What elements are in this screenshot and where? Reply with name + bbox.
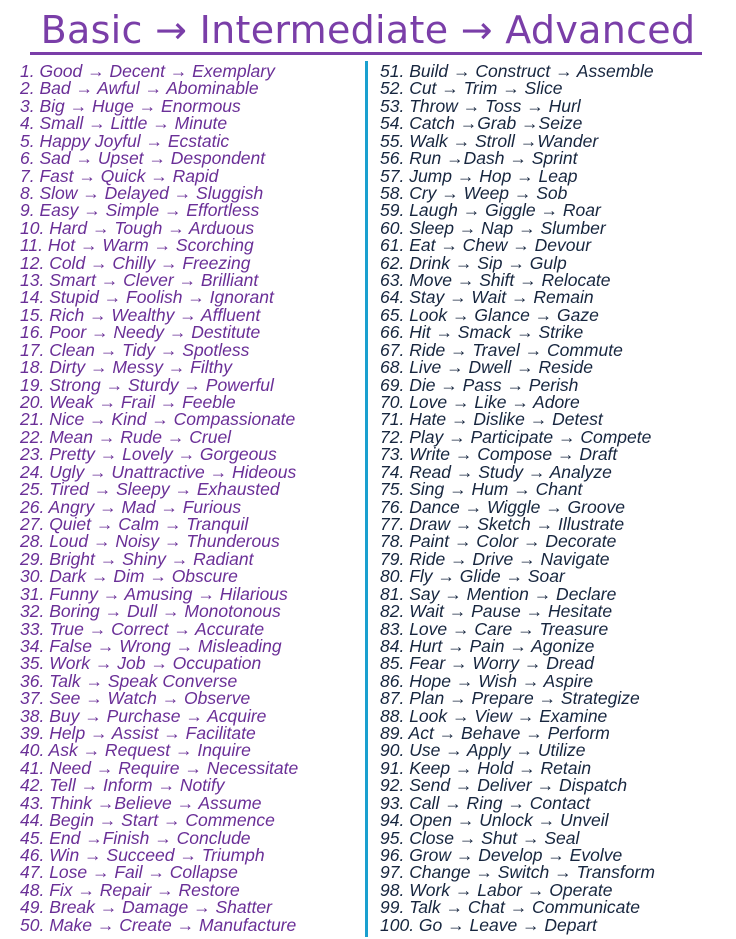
- list-item: 91. Keep → Hold → Retain: [380, 757, 592, 778]
- list-item: 57. Jump → Hop → Leap: [380, 165, 578, 186]
- list-item: 19. Strong → Sturdy → Powerful: [20, 374, 274, 395]
- list-item: 28. Loud → Noisy → Thunderous: [20, 531, 280, 552]
- list-item: 25. Tired → Sleepy → Exhausted: [20, 479, 280, 500]
- list-item: 83. Love → Care → Treasure: [380, 618, 609, 639]
- list-item: 14. Stupid → Foolish → Ignorant: [20, 287, 274, 308]
- list-item: 49. Break → Damage → Shatter: [20, 897, 272, 918]
- list-item: 63. Move → Shift → Relocate: [380, 270, 611, 291]
- list-item: 52. Cut → Trim → Slice: [380, 78, 563, 99]
- list-item: 87. Plan → Prepare → Strategize: [380, 688, 640, 709]
- list-item: 47. Lose → Fail → Collapse: [20, 862, 238, 883]
- list-item: 60. Sleep → Nap → Slumber: [380, 217, 606, 238]
- left-word-list: [20, 63, 362, 934]
- list-item: 74. Read → Study → Analyze: [380, 461, 612, 482]
- right-word-list: [380, 63, 732, 934]
- list-item: 5. Happy Joyful → Ecstatic: [20, 130, 230, 151]
- list-item: 53. Throw → Toss → Hurl: [380, 95, 581, 116]
- list-item: 31. Funny → Amusing → Hilarious: [20, 583, 288, 604]
- page-title: Basic → Intermediate → Advanced: [40, 8, 696, 52]
- list-item: 55. Walk → Stroll →Wander: [380, 130, 599, 151]
- list-item: 15. Rich → Wealthy → Affluent: [20, 304, 261, 325]
- list-item: 45. End →Finish → Conclude: [20, 827, 251, 848]
- list-item: 79. Ride → Drive → Navigate: [380, 548, 610, 569]
- list-item: 3. Big → Huge → Enormous: [20, 95, 241, 116]
- list-item: 34. False → Wrong → Misleading: [20, 635, 282, 656]
- list-item: 4. Small → Little → Minute: [20, 113, 228, 134]
- list-item: 44. Begin → Start → Commence: [20, 810, 275, 831]
- list-item: 84. Hurt → Pain → Agonize: [380, 635, 595, 656]
- list-item: 17. Clean → Tidy → Spotless: [20, 339, 250, 360]
- list-item: 2. Bad → Awful → Abominable: [20, 78, 259, 99]
- list-item: 27. Quiet → Calm → Tranquil: [20, 513, 249, 534]
- list-item: 33. True → Correct → Accurate: [20, 618, 265, 639]
- list-item: 16. Poor → Needy → Destitute: [20, 322, 261, 343]
- list-item: 24. Ugly → Unattractive → Hideous: [20, 461, 297, 482]
- list-item: 56. Run →Dash → Sprint: [380, 148, 578, 169]
- list-item: 48. Fix → Repair → Restore: [20, 879, 240, 900]
- list-item: 40. Ask → Request → Inquire: [20, 740, 251, 761]
- list-item: 95. Close → Shut → Seal: [380, 827, 580, 848]
- list-item: 92. Send → Deliver → Dispatch: [380, 775, 628, 796]
- list-item: 58. Cry → Weep → Sob: [380, 182, 568, 203]
- list-item: 68. Live → Dwell → Reside: [380, 357, 593, 378]
- list-item: 70. Love → Like → Adore: [380, 392, 580, 413]
- title-underline: [30, 52, 702, 55]
- list-item: 98. Work → Labor → Operate: [380, 879, 613, 900]
- list-item: 97. Change → Switch → Transform: [380, 862, 655, 883]
- list-item: 67. Ride → Travel → Commute: [380, 339, 623, 360]
- list-item: 7. Fast → Quick → Rapid: [20, 165, 219, 186]
- list-item: 100. Go → Leave → Depart: [380, 914, 597, 935]
- list-item: 94. Open → Unlock → Unveil: [380, 810, 609, 831]
- list-item: 18. Dirty → Messy → Filthy: [20, 357, 232, 378]
- list-item: 41. Need → Require → Necessitate: [20, 757, 299, 778]
- list-item: 93. Call → Ring → Contact: [380, 792, 591, 813]
- list-item: 72. Play → Participate → Compete: [380, 426, 652, 447]
- list-item: 65. Look → Glance → Gaze: [380, 304, 599, 325]
- list-item: 75. Sing → Hum → Chant: [380, 479, 583, 500]
- column-divider: [365, 61, 368, 937]
- list-item: 30. Dark → Dim → Obscure: [20, 566, 238, 587]
- list-item: 64. Stay → Wait → Remain: [380, 287, 594, 308]
- list-item: 80. Fly → Glide → Soar: [380, 566, 565, 587]
- list-item: 76. Dance → Wiggle → Groove: [380, 496, 625, 517]
- list-item: 37. See → Watch → Observe: [20, 688, 251, 709]
- list-item: 88. Look → View → Examine: [380, 705, 608, 726]
- list-item: 50. Make → Create → Manufacture: [20, 914, 297, 935]
- list-item: 46. Win → Succeed → Triumph: [20, 844, 265, 865]
- list-item: 81. Say → Mention → Declare: [380, 583, 617, 604]
- list-item: 10. Hard → Tough → Arduous: [20, 217, 255, 238]
- list-item: 82. Wait → Pause → Hesitate: [380, 601, 613, 622]
- list-item: 69. Die → Pass → Perish: [380, 374, 579, 395]
- list-item: 9. Easy → Simple → Effortless: [20, 200, 260, 221]
- list-item: 62. Drink → Sip → Gulp: [380, 252, 567, 273]
- list-item: 35. Work → Job → Occupation: [20, 653, 262, 674]
- list-item: 78. Paint → Color → Decorate: [380, 531, 617, 552]
- list-item: 13. Smart → Clever → Brilliant: [20, 270, 259, 291]
- list-item: 23. Pretty → Lovely → Gorgeous: [20, 444, 277, 465]
- list-item: 38. Buy → Purchase → Acquire: [20, 705, 267, 726]
- list-item: 39. Help → Assist → Facilitate: [20, 723, 256, 744]
- list-item: 42. Tell → Inform → Notify: [20, 775, 225, 796]
- list-item: 22. Mean → Rude → Cruel: [20, 426, 232, 447]
- list-item: 85. Fear → Worry → Dread: [380, 653, 594, 674]
- list-item: 1. Good → Decent → Exemplary: [20, 61, 275, 81]
- list-item: 77. Draw → Sketch → Illustrate: [380, 513, 625, 534]
- list-item: 73. Write → Compose → Draft: [380, 444, 618, 465]
- list-item: 86. Hope → Wish → Aspire: [380, 670, 594, 691]
- list-item: 54. Catch →Grab →Seize: [380, 113, 583, 134]
- list-item: 21. Nice → Kind → Compassionate: [20, 409, 296, 430]
- list-item: 43. Think →Believe → Assume: [20, 792, 262, 813]
- list-item: 96. Grow → Develop → Evolve: [380, 844, 623, 865]
- list-item: 8. Slow → Delayed → Sluggish: [20, 182, 264, 203]
- list-item: 36. Talk → Speak Converse: [20, 670, 238, 691]
- list-item: 66. Hit → Smack → Strike: [380, 322, 584, 343]
- list-item: 12. Cold → Chilly → Freezing: [20, 252, 251, 273]
- list-item: 20. Weak → Frail → Feeble: [20, 392, 236, 413]
- list-item: 90. Use → Apply → Utilize: [380, 740, 586, 761]
- list-item: 99. Talk → Chat → Communicate: [380, 897, 641, 918]
- list-item: 29. Bright → Shiny → Radiant: [20, 548, 254, 569]
- list-item: 51. Build → Construct → Assemble: [380, 61, 654, 81]
- list-item: 26. Angry → Mad → Furious: [20, 496, 242, 517]
- list-item: 71. Hate → Dislike → Detest: [380, 409, 603, 430]
- list-item: 59. Laugh → Giggle → Roar: [380, 200, 601, 221]
- list-item: 61. Eat → Chew → Devour: [380, 235, 592, 256]
- list-item: 32. Boring → Dull → Monotonous: [20, 601, 281, 622]
- list-item: 11. Hot → Warm → Scorching: [20, 235, 254, 256]
- list-item: 6. Sad → Upset → Despondent: [20, 148, 266, 169]
- list-item: 89. Act → Behave → Perform: [380, 723, 610, 744]
